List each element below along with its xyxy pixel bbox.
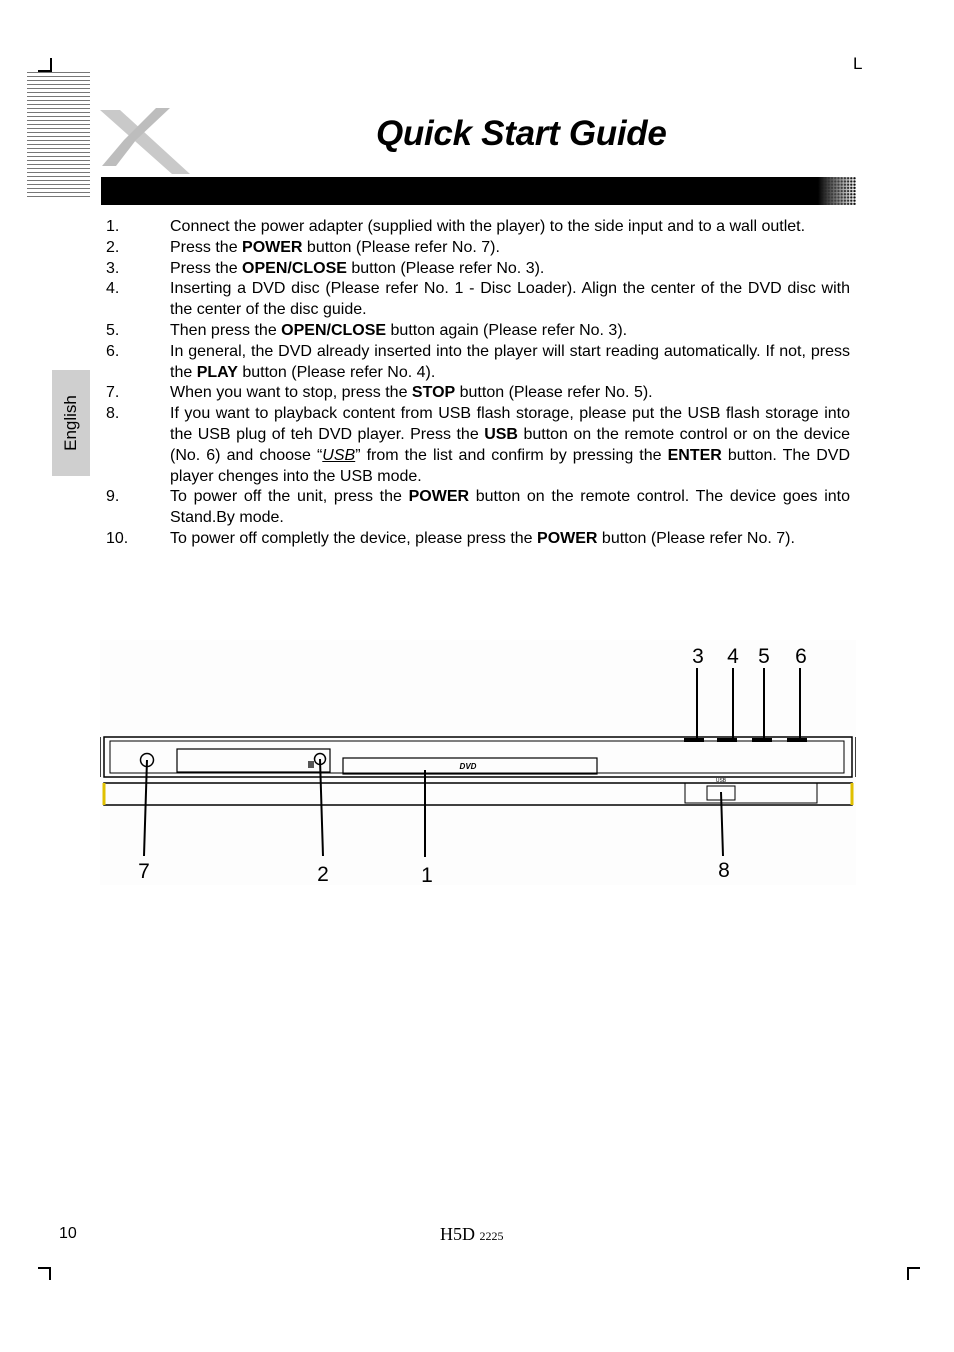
list-item-text (170, 342, 850, 384)
list-item-number: 9. (106, 488, 120, 506)
list-item (106, 238, 850, 259)
emphasis-text: USB (484, 425, 518, 443)
list-item-text (170, 529, 850, 550)
text-segment: To power off completly the device, please press the (170, 529, 538, 547)
text-segment: Connect the power adapter (supplied with the player) to the side input and to a wall outlet. (170, 218, 806, 235)
list-item (106, 279, 850, 321)
language-label: English (61, 395, 80, 451)
instruction-list (106, 217, 850, 550)
text-segment: Press the (170, 259, 243, 277)
text-segment: button on the remote control. The device goes into Stand.By mode. (170, 488, 850, 527)
text-segment: Then press the (170, 321, 282, 339)
callout-4: 4 (727, 645, 739, 668)
list-item (106, 383, 850, 404)
emphasis-text: OPEN/CLOSE (242, 259, 347, 277)
emphasis-text: STOP (411, 384, 456, 402)
list-item-text (170, 321, 850, 342)
panel-dvd-label: DVD (459, 762, 477, 771)
crop-mark-bottom-right (907, 1267, 909, 1280)
list-item-text (170, 259, 850, 280)
emphasis-text: OPEN/CLOSE (281, 321, 387, 339)
corner-mark: L (853, 54, 863, 73)
list-item-number: 8. (106, 405, 120, 423)
list-item-text (170, 217, 850, 238)
crop-mark-bottom-right (907, 1267, 920, 1269)
emphasis-text: POWER (537, 529, 598, 547)
text-segment: ” from the list and confirm by pressing the (355, 446, 668, 464)
list-item (106, 487, 850, 529)
language-tab (52, 370, 90, 476)
callout-3: 3 (692, 645, 704, 668)
text-segment: button again (Please refer No. 3). (386, 321, 628, 339)
emphasis-text: POWER (242, 238, 303, 256)
header-dot-pattern (818, 177, 856, 205)
callout-1: 1 (421, 864, 433, 885)
crop-mark-bottom-left (49, 1267, 51, 1280)
list-item-text (170, 279, 850, 321)
text-segment: button. The DVD player chenges into the USB mode. (170, 446, 851, 485)
model-number: 2225 (479, 1229, 504, 1243)
text-segment: If you want to playback content from USB flash storage, please put the USB flash storage into the USB plug of teh DVD player. Press the (170, 405, 850, 443)
list-item-number: 5. (106, 321, 120, 339)
list-item-number: 1. (106, 218, 120, 235)
text-segment: button (Please refer No. 4). (237, 363, 436, 381)
list-item-number: 10. (106, 529, 129, 547)
callout-2: 2 (317, 863, 329, 885)
brand-logo (96, 104, 196, 176)
crop-mark-top-left (50, 58, 52, 71)
text-segment: button (Please refer No. 7). (302, 238, 500, 256)
callout-7: 7 (138, 860, 150, 883)
front-panel-diagram (100, 640, 856, 885)
panel-usb-label: USB (715, 778, 727, 784)
list-item-number: 6. (106, 342, 120, 360)
list-item (106, 259, 850, 280)
emphasis-text: POWER (408, 488, 470, 506)
list-item-text (170, 383, 850, 404)
list-item (106, 217, 850, 238)
list-item (106, 404, 850, 487)
list-item (106, 321, 850, 342)
text-segment: When you want to stop, press the (170, 384, 412, 402)
list-item-number: 2. (106, 238, 120, 256)
text-segment: button on the remote control or on the device (No. 6) and choose “ (170, 425, 851, 464)
callout-5: 5 (758, 645, 770, 668)
decorative-stripes (27, 72, 90, 200)
page-title: Quick Start Guide (376, 114, 667, 153)
text-segment: button (Please refer No. 3). (346, 259, 545, 277)
list-item-number: 7. (106, 384, 120, 402)
underlined-text: USB (322, 446, 356, 464)
list-item (106, 342, 850, 384)
callout-8: 8 (718, 859, 730, 882)
text-segment: In general, the DVD already inserted into the player will start reading automatically. If not, press the (170, 342, 850, 381)
list-item-number: 4. (106, 280, 120, 298)
text-segment: Inserting a DVD disc (Please refer No. 1 - Disc Loader). Align the center of the DVD disc with the center of the disc guide. (170, 280, 850, 319)
list-item-text (170, 404, 850, 487)
text-segment: button (Please refer No. 7). (597, 529, 795, 547)
list-item-text (170, 487, 850, 529)
model-logo (440, 1224, 504, 1245)
emphasis-text: PLAY (196, 363, 238, 381)
emphasis-text: ENTER (667, 446, 722, 464)
list-item (106, 529, 850, 550)
model-name: H5D (440, 1224, 475, 1244)
callout-6: 6 (795, 645, 807, 668)
text-segment: To power off the unit, press the (170, 488, 409, 506)
header-bar (101, 177, 831, 205)
text-segment: button (Please refer No. 5). (455, 384, 653, 402)
list-item-text (170, 238, 850, 259)
page-number: 10 (59, 1225, 77, 1242)
list-item-number: 3. (106, 259, 120, 277)
text-segment: Press the (170, 238, 243, 256)
